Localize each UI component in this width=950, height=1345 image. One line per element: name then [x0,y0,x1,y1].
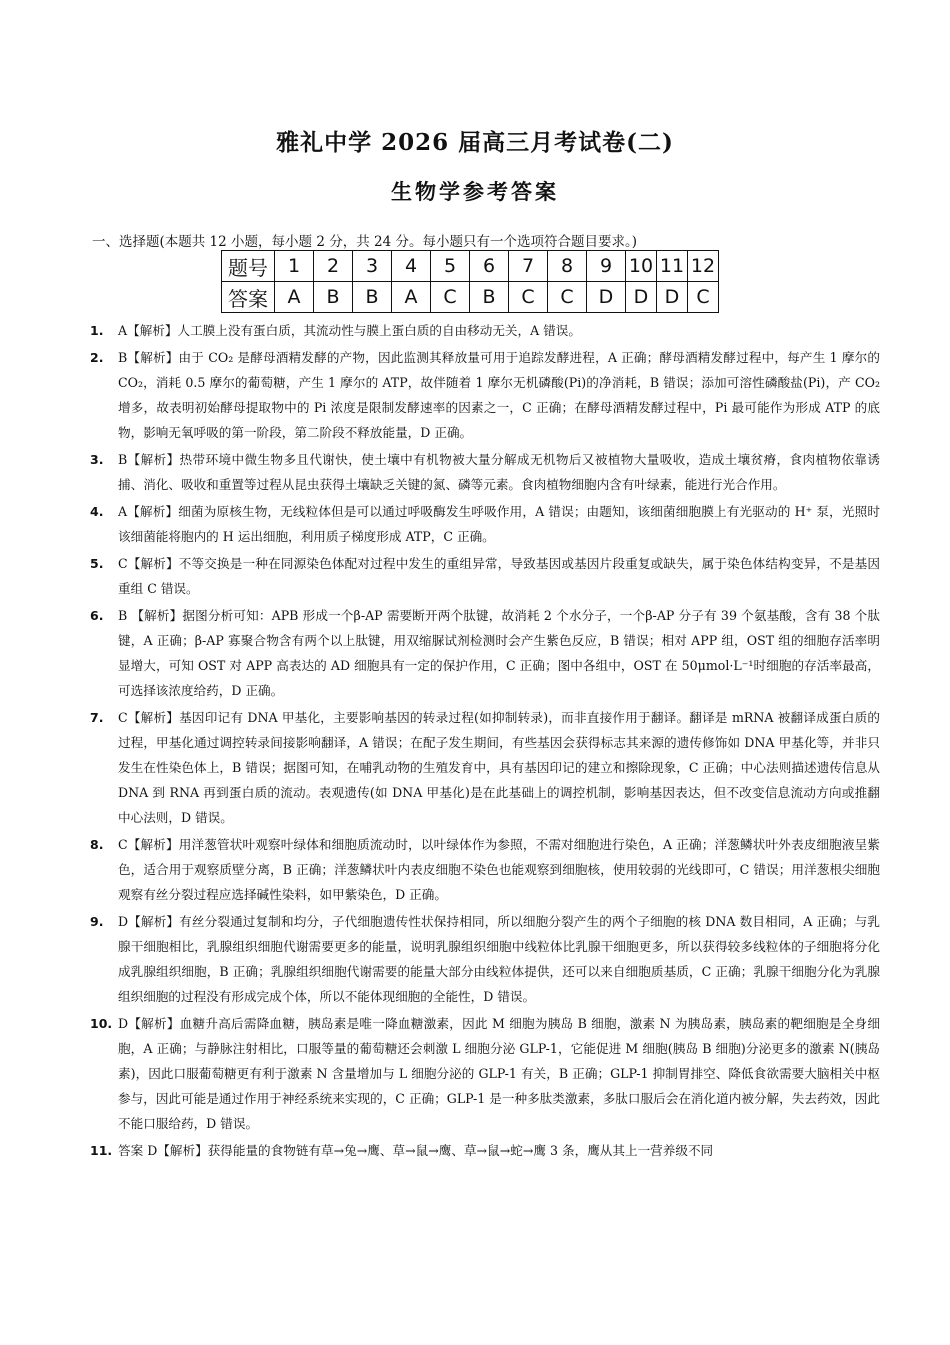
item-number: 5. [90,556,104,571]
item-text: C【解析】基因印记有 DNA 甲基化，主要影响基因的转录过程(如抑制转录)，而非直接作用于翻译。翻译是 mRNA 被翻译成蛋白质的过程，甲基化通过调控转录间接影响翻译，A 错误；在配子发生期间，有些基因会获得标志其来源的遗传修饰如 DNA 甲基化等，并非只发生在性染色体上，B 错误；据图可知，在哺乳动物的生殖发育中，具有基因印记的建立和擦除现象，C 正确；中心法则描述遗传信息从 DNA 到 RNA 再到蛋白质的流动。表观遗传(如 DNA 甲基化)是在此基础上的调控机制，影响基因表达，但不改变信息流动方向或推翻中心法则，D 错误。 [118,710,880,825]
question-number: 8 [548,251,587,282]
question-number: 3 [353,251,392,282]
item-number: 7. [90,710,104,725]
explanation-item [90,603,880,703]
answer-cell: D [626,282,657,313]
explanation-item [90,705,880,830]
item-text: B 【解析】据图分析可知：APB 形成一个β-AP 需要断开两个肽键，故消耗 2 个水分子，一个β-AP 分子有 39 个氨基酸，含有 38 个肽键，A 正确；β-AP 寡聚合物含有两个以上肽键，用双缩脲试剂检测时会产生紫色反应，B 错误；相对 APP 组，OST 组的细胞存活率明显增大，可知 OST 对 APP 高表达的 AD 细胞具有一定的保护作用，C 正确；图中各组中，OST 在 50μmol·L⁻¹时细胞的存活率最高，可选择该浓度给药，D 正确。 [118,608,880,698]
document-subtitle: 生物学参考答案 [391,179,559,204]
question-number: 12 [688,251,719,282]
item-number: 9. [90,914,104,929]
question-number: 10 [626,251,657,282]
answer-cell: B [353,282,392,313]
item-text: A【解析】细菌为原核生物，无线粒体但是可以通过呼吸酶发生呼吸作用，A 错误；由题知，该细菌细胞膜上有光驱动的 H⁺ 泵，光照时该细菌能将胞内的 H 运出细胞，利用质子梯度形成 ATP，C 正确。 [118,504,880,544]
item-number: 10. [90,1016,113,1031]
item-text: C【解析】用洋葱管状叶观察叶绿体和细胞质流动时，以叶绿体作为参照，不需对细胞进行染色，A 正确；洋葱鳞状叶外表皮细胞液呈紫色，适合用于观察质壁分离，B 正确；洋葱鳞状叶内表皮细胞不染色也能观察到细胞核，使用较弱的光线即可，C 错误；用洋葱根尖细胞观察有丝分裂过程应选择碱性染料，如甲紫染色，D 正确。 [118,837,880,902]
answer-table-number-row [222,251,719,282]
explanation-item [90,499,880,549]
question-number: 1 [275,251,314,282]
item-text: C【解析】不等交换是一种在同源染色体配对过程中发生的重组异常，导致基因或基因片段重复或缺失，属于染色体结构变异，不是基因重组 C 错误。 [118,556,880,596]
answer-cell: B [470,282,509,313]
question-number: 4 [392,251,431,282]
item-number: 4. [90,504,104,519]
answer-cell: C [688,282,719,313]
document-title: 雅礼中学 2026 届高三月考试卷(二) [276,129,674,156]
item-number: 6. [90,608,104,623]
question-number: 5 [431,251,470,282]
answer-cell: A [392,282,431,313]
answer-cell: C [431,282,470,313]
question-number: 9 [587,251,626,282]
answer-cell: C [548,282,587,313]
explanation-item [90,318,880,343]
answer-cell: C [509,282,548,313]
explanation-item [90,909,880,1009]
explanation-list [90,318,880,1165]
question-number: 11 [657,251,688,282]
item-number: 1. [90,323,104,338]
answer-cell: D [657,282,688,313]
row-label-number: 题号 [222,251,275,282]
answer-cell: B [314,282,353,313]
item-text: B【解析】热带环境中微生物多且代谢快，使土壤中有机物被大量分解成无机物后又被植物大量吸收，造成土壤贫瘠，食肉植物依靠诱捕、消化、吸收和重置等过程从昆虫获得土壤缺乏关键的氮、磷等元素。食肉植物细胞内含有叶绿素，能进行光合作用。 [118,452,880,492]
explanation-item [90,1011,880,1136]
section-heading: 一、选择题(本题共 12 小题，每小题 2 分，共 24 分。每小题只有一个选项符合题目要求。) [92,234,637,250]
item-number: 11. [90,1143,113,1158]
answer-cell: D [587,282,626,313]
item-number: 3. [90,452,104,467]
question-number: 2 [314,251,353,282]
question-number: 6 [470,251,509,282]
answer-table-answer-row [222,282,719,313]
explanation-item [90,1138,880,1163]
explanation-item [90,345,880,445]
explanation-item [90,551,880,601]
item-number: 8. [90,837,104,852]
item-text: D【解析】有丝分裂通过复制和均分，子代细胞遗传性状保持相同，所以细胞分裂产生的两个子细胞的核 DNA 数目相同，A 正确；与乳腺干细胞相比，乳腺组织细胞代谢需要更多的能量，说明乳腺组织细胞中线粒体比乳腺干细胞更多，所以获得较多线粒体的子细胞将分化成乳腺组织细胞，B 正确；乳腺组织细胞代谢需要的能量大部分由线粒体提供，还可以来自细胞质基质，C 正确；乳腺干细胞分化为乳腺组织细胞的过程没有形成完成个体，所以不能体现细胞的全能性，D 错误。 [118,914,880,1004]
item-text: D【解析】血糖升高后需降血糖，胰岛素是唯一降血糖激素，因此 M 细胞为胰岛 B 细胞，激素 N 为胰岛素，胰岛素的靶细胞是全身细胞，A 正确；与静脉注射相比，口服等量的葡萄糖还会刺激 L 细胞分泌 GLP-1，它能促进 M 细胞(胰岛 B 细胞)分泌更多的激素 N(胰岛素)，因此口服葡萄糖更有利于激素 N 含量增加与 L 细胞分泌的 GLP-1 有关，B 正确；GLP-1 抑制胃排空、降低食欲需要大脑相关中枢参与，因此可能是通过作用于神经系统来实现的，C 正确；GLP-1 是一种多肽类激素，多肽口服后会在消化道内被分解，失去药效，因此不能口服给药，D 错误。 [118,1016,880,1131]
question-number: 7 [509,251,548,282]
answer-table [221,250,719,313]
explanation-item [90,832,880,907]
item-number: 2. [90,350,104,365]
item-text: A【解析】人工膜上没有蛋白质，其流动性与膜上蛋白质的自由移动无关，A 错误。 [118,323,581,338]
item-text: 答案 D【解析】获得能量的食物链有草→兔→鹰、草→鼠→鹰、草→鼠→蛇→鹰 3 条，鹰从其上一营养级不同 [118,1143,714,1158]
explanation-item [90,447,880,497]
row-label-answer: 答案 [222,282,275,313]
item-text: B【解析】由于 CO₂ 是酵母酒精发酵的产物，因此监测其释放量可用于追踪发酵进程，A 正确；酵母酒精发酵过程中，每产生 1 摩尔的 CO₂，消耗 0.5 摩尔的葡萄糖，产生 1 摩尔的 ATP，故伴随着 1 摩尔无机磷酸(Pi)的净消耗，B 错误；添加可溶性磷酸盐(Pi)，产 CO₂ 增多，故表明初始酵母提取物中的 Pi 浓度是限制发酵速率的因素之一，C 正确；在酵母酒精发酵过程中，Pi 最可能作为形成 ATP 的底物，影响无氧呼吸的第一阶段，第二阶段不释放能量，D 正确。 [118,350,881,440]
answer-cell: A [275,282,314,313]
